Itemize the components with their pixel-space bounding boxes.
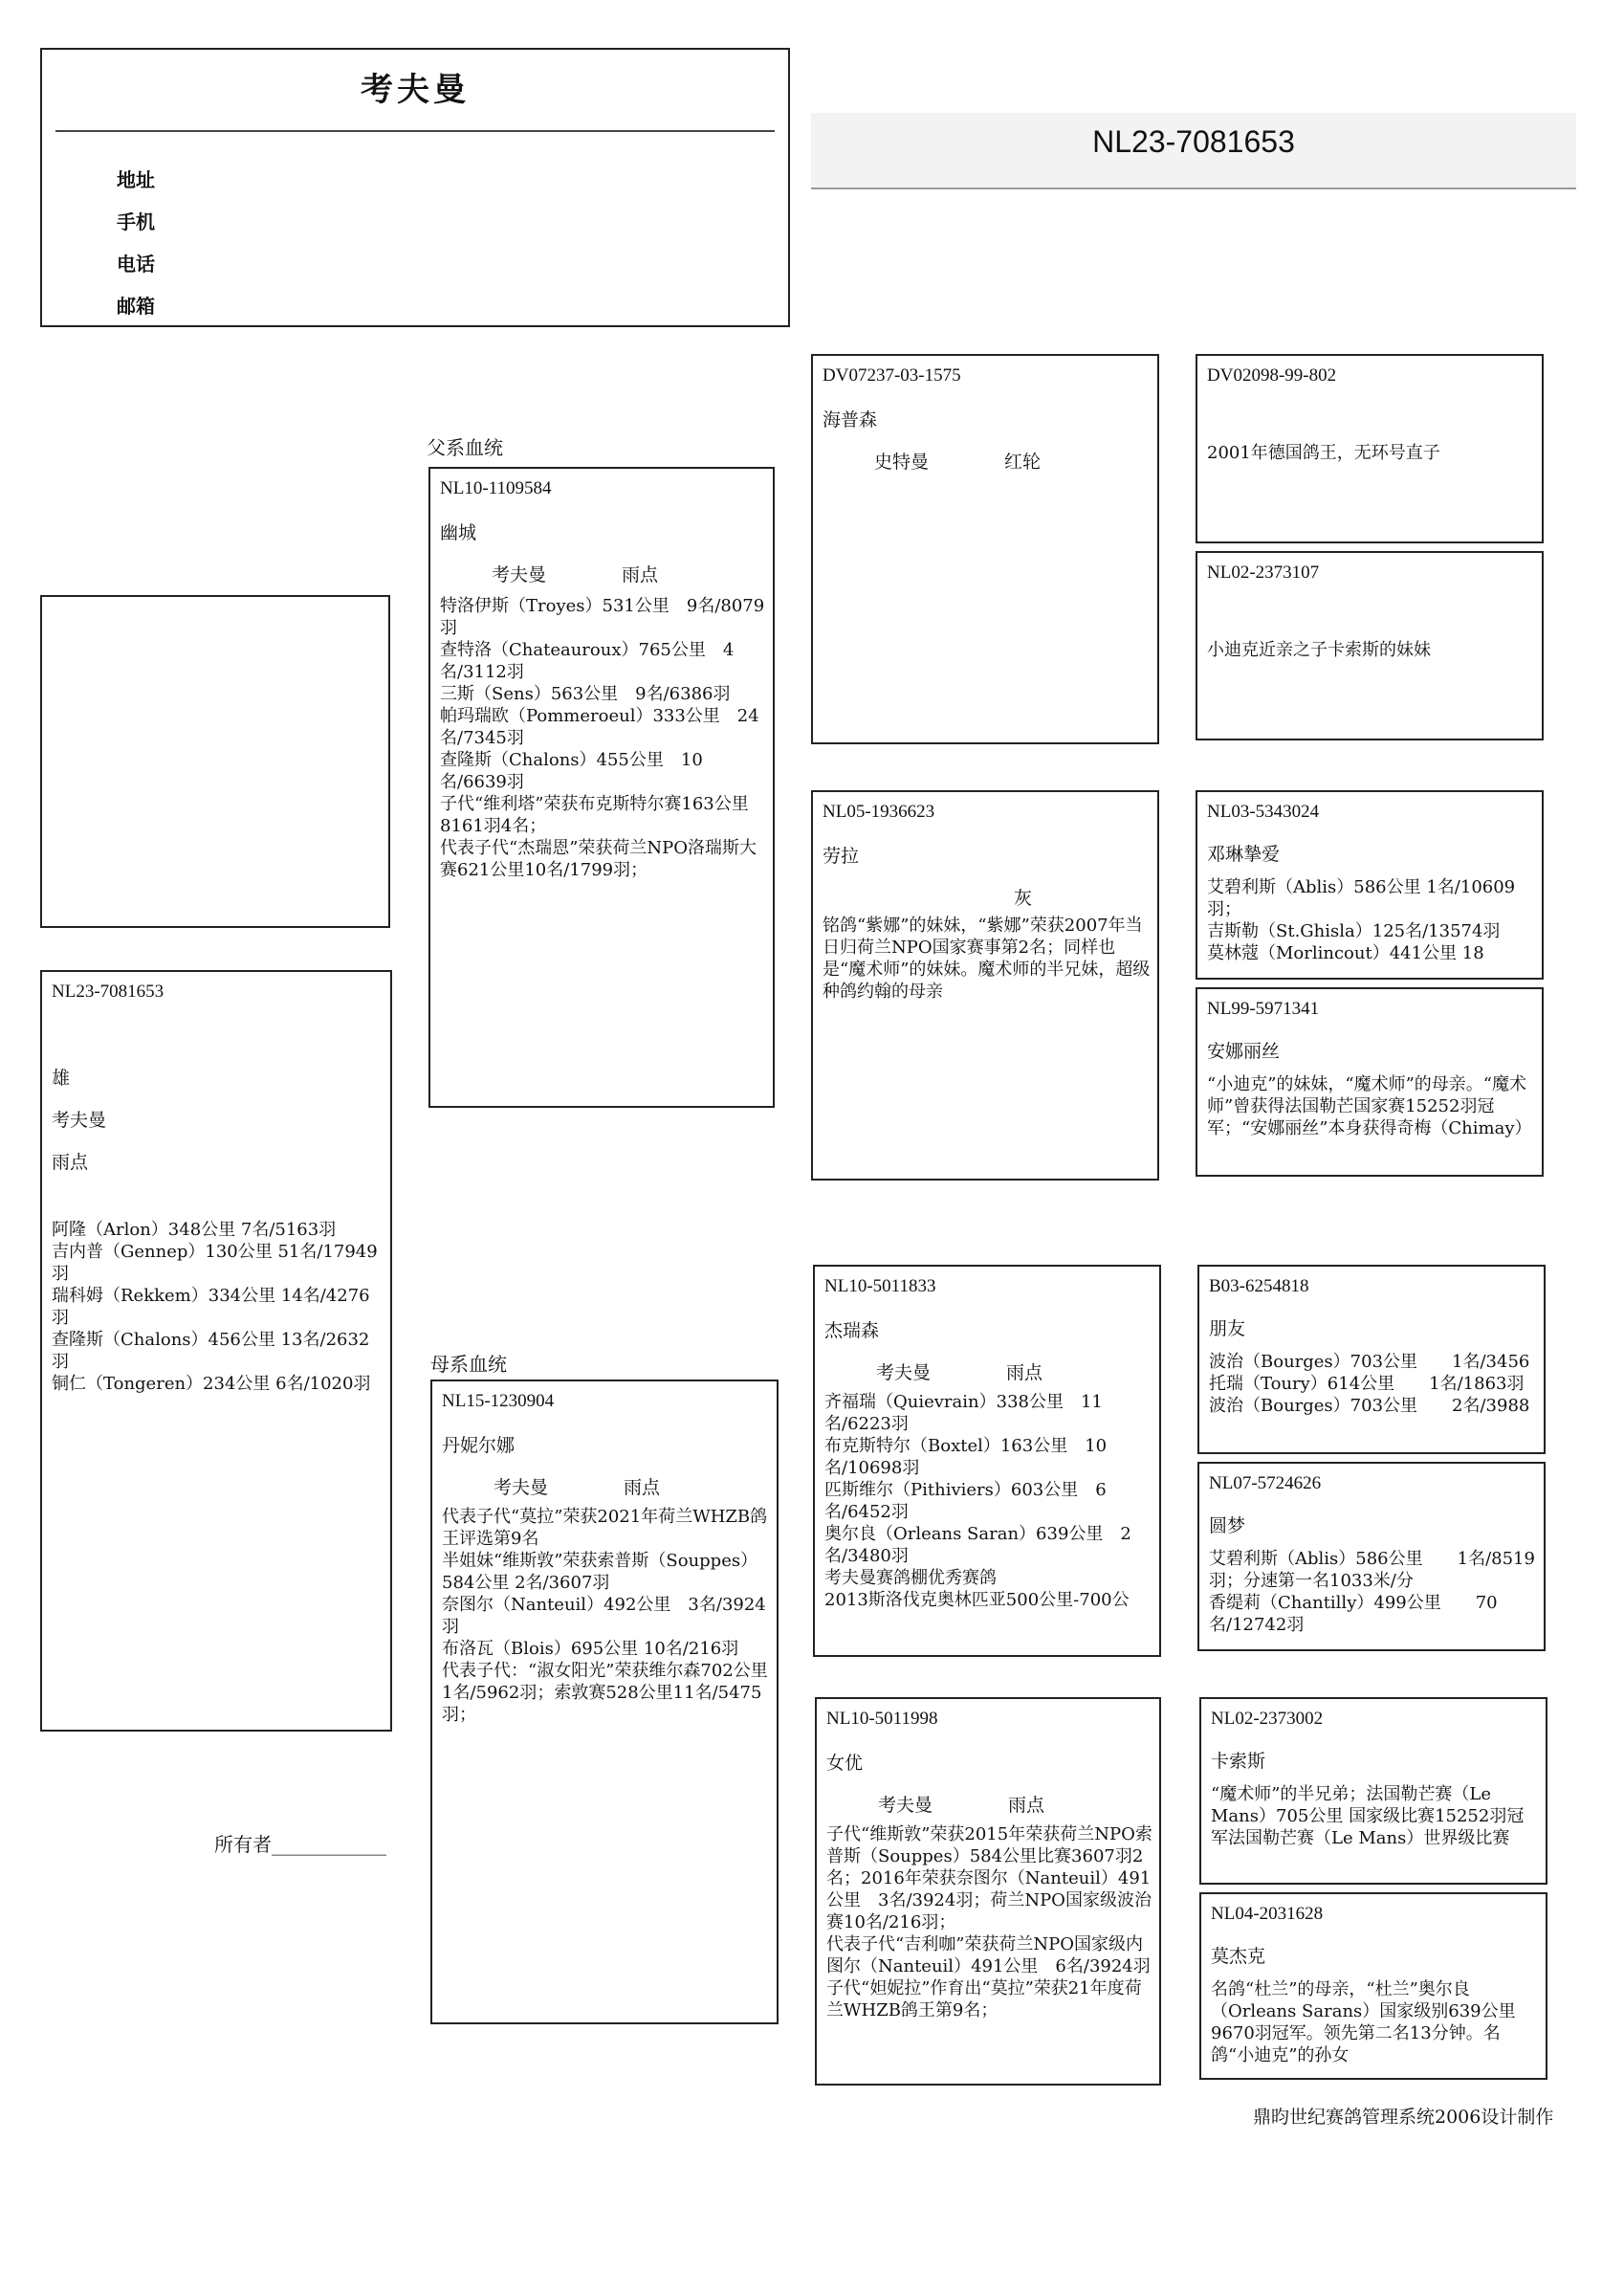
result-line: 代表子代“杰瑞恩”荣获荷兰NPO洛瑞斯大赛621公里10名/1799羽； — [440, 838, 757, 880]
mm-results — [826, 1823, 1153, 2021]
fmf-results — [1207, 876, 1536, 964]
address-label: 地址 — [117, 168, 155, 191]
mother-name: 丹妮尔娜 — [442, 1435, 516, 1456]
mother-breeder: 考夫曼 — [494, 1477, 549, 1498]
mff-card — [1197, 1265, 1546, 1454]
ffm-card — [1196, 551, 1544, 740]
mm-name: 女优 — [826, 1753, 864, 1774]
fmf-ring: NL03-5343024 — [1207, 802, 1320, 822]
result-line: 匹斯维尔（Pithiviers）603公里 6名/6452羽 — [824, 1480, 1107, 1522]
mmm-notes: 名鸽“杜兰”的母亲，“杜兰”奥尔良（Orleans Sarans）国家级别639公里9670羽冠军。领先第二名13分钟。名鸽“小迪克”的孙女 — [1211, 1979, 1516, 2065]
mfm-card — [1197, 1462, 1546, 1651]
mff-results — [1209, 1351, 1538, 1417]
main-breeder: 考夫曼 — [52, 1110, 107, 1131]
fmf-card — [1196, 790, 1544, 980]
fm-color: 灰 — [1014, 888, 1033, 909]
result-line: 阿隆（Arlon）348公里 7名/5163羽 — [52, 1220, 337, 1240]
mfm-results — [1209, 1548, 1538, 1636]
page-title: 考夫曼 — [361, 71, 470, 109]
paternal-label: 父系血统 — [427, 436, 503, 459]
main-sex: 雄 — [52, 1068, 71, 1089]
result-line: 铜仁（Tongeren）234公里 6名/1020羽 — [52, 1374, 371, 1394]
result-line: 子代“妲妮拉”作育出“莫拉”荣获21年度荷兰WHZB鸽王第9名； — [826, 1978, 1142, 2020]
mmm-ring: NL04-2031628 — [1211, 1904, 1324, 1924]
mmf-ring: NL02-2373002 — [1211, 1709, 1324, 1729]
result-line: 考夫曼赛鸽棚优秀赛鸽 — [824, 1568, 997, 1588]
ffm-notes: 小迪克近亲之子卡索斯的妹妹 — [1207, 640, 1431, 660]
mm-card — [815, 1697, 1161, 2086]
result-line: 奈图尔（Nanteuil）492公里 3名/3924羽 — [442, 1595, 766, 1637]
owner-label: 所有者____________ — [214, 1833, 386, 1856]
maternal-label: 母系血统 — [430, 1353, 507, 1376]
mmm-card — [1199, 1892, 1547, 2080]
fff-card — [1196, 354, 1544, 543]
phone-label: 电话 — [117, 253, 155, 276]
result-line: 特洛伊斯（Troyes）531公里 9名/8079羽 — [440, 596, 765, 638]
fmm-card — [1196, 987, 1544, 1177]
father-color: 雨点 — [622, 564, 659, 585]
main-results — [52, 1219, 384, 1395]
fm-ring: NL05-1936623 — [823, 802, 935, 822]
result-line: 莫林蔻（Morlincout）441公里 18 — [1207, 943, 1484, 963]
header-divider — [55, 130, 775, 132]
photo-placeholder — [40, 595, 390, 928]
result-line: 代表子代“莫拉”荣获2021年荷兰WHZB鸽王评选第9名 — [442, 1507, 768, 1549]
result-line: 查隆斯（Chalons）455公里 10名/6639羽 — [440, 750, 703, 792]
result-line: 瑞科姆（Rekkem）334公里 14名/4276羽 — [52, 1286, 370, 1328]
result-line: 2013斯洛伐克奥林匹亚500公里-700公 — [824, 1590, 1130, 1610]
fm-notes: 铭鸽“紫娜”的妹妹，“紫娜”荣获2007年当日归荷兰NPO国家赛事第2名；同样也是“魔术师”的妹妹。魔术师的半兄妹，超级种鸽约翰的母亲 — [823, 916, 1151, 1002]
result-line: 吉内普（Gennep）130公里 51名/17949羽 — [52, 1242, 378, 1284]
mother-card — [430, 1380, 779, 2024]
result-line: 查特洛（Chateauroux）765公里 4名/3112羽 — [440, 640, 735, 682]
mf-ring: NL10-5011833 — [824, 1276, 936, 1296]
result-line: 帕玛瑞欧（Pommeroeul）333公里 24名/7345羽 — [440, 706, 759, 748]
mmf-card — [1199, 1697, 1547, 1885]
mm-color: 雨点 — [1008, 1795, 1045, 1816]
fmm-name: 安娜丽丝 — [1207, 1041, 1281, 1062]
ff-name: 海普森 — [823, 409, 878, 430]
mmf-notes: “魔术师”的半兄弟；法国勒芒赛（Le Mans）705公里 国家级比赛15252羽冠军法国勒芒赛（Le Mans）世界级比赛 — [1211, 1784, 1525, 1848]
ff-ring: DV07237-03-1575 — [823, 365, 961, 386]
father-breeder: 考夫曼 — [492, 564, 547, 585]
mother-results — [442, 1506, 771, 1726]
main-pigeon-card — [40, 970, 392, 1732]
mfm-ring: NL07-5724626 — [1209, 1473, 1322, 1493]
fff-notes: 2001年德国鸽王，无环号直子 — [1207, 443, 1440, 463]
result-line: 托瑞（Toury）614公里 1名/1863羽 — [1209, 1374, 1525, 1394]
result-line: 艾碧利斯（Ablis）586公里 1名/10609羽； — [1207, 877, 1516, 919]
result-line: 子代“维利塔”荣获布克斯特尔赛163公里8161羽4名； — [440, 794, 749, 836]
mf-name: 杰瑞森 — [824, 1320, 880, 1341]
result-line: 波治（Bourges）703公里 2名/3988 — [1209, 1396, 1530, 1416]
result-line: 吉斯勒（St.Ghisla）125名/13574羽 — [1207, 921, 1501, 941]
mff-ring: B03-6254818 — [1209, 1276, 1309, 1296]
result-line: 代表子代：“淑女阳光”荣获维尔森702公里1名/5962羽；索敦赛528公里11名/5475羽； — [442, 1661, 768, 1725]
mm-ring: NL10-5011998 — [826, 1709, 938, 1729]
father-ring: NL10-1109584 — [440, 478, 552, 498]
result-line: 查隆斯（Chalons）456公里 13名/2632羽 — [52, 1330, 370, 1372]
mf-card — [813, 1265, 1161, 1657]
result-line: 布洛瓦（Blois）695公里 10名/216羽 — [442, 1639, 739, 1659]
mmf-name: 卡索斯 — [1211, 1751, 1266, 1772]
result-line: 三斯（Sens）563公里 9名/6386羽 — [440, 684, 731, 704]
result-line: 半姐妹“维斯敦”荣获索普斯（Souppes）584公里 2名/3607羽 — [442, 1551, 758, 1593]
mm-breeder: 考夫曼 — [878, 1795, 933, 1816]
mfm-name: 圆梦 — [1209, 1515, 1246, 1536]
result-line: 代表子代“吉利咖”荣获荷兰NPO国家级内图尔（Nanteuil）491公里 6名/3924羽 — [826, 1934, 1151, 1976]
father-name: 幽城 — [440, 522, 477, 543]
ff-color: 红轮 — [1004, 452, 1042, 473]
ring-banner-text: NL23-7081653 — [1092, 124, 1295, 159]
fm-card — [811, 790, 1159, 1181]
fmm-ring: NL99-5971341 — [1207, 999, 1320, 1019]
ff-breeder: 史特曼 — [874, 452, 930, 473]
ff-card — [811, 354, 1159, 744]
fmf-name: 邓琳摯爱 — [1207, 844, 1281, 865]
mf-results — [824, 1391, 1153, 1611]
result-line: 香缇莉（Chantilly）499公里 70名/12742羽 — [1209, 1593, 1498, 1635]
result-line: 子代“维斯敦”荣获2015年荣获荷兰NPO索普斯（Souppes）584公里比赛3607羽2名；2016年荣获奈图尔（Nanteuil）491公里 3名/3924羽；荷兰NPO国家级波治赛10名/216羽； — [826, 1824, 1152, 1932]
email-label: 邮箱 — [117, 295, 155, 318]
ffm-ring: NL02-2373107 — [1207, 563, 1320, 583]
main-ring: NL23-7081653 — [52, 982, 165, 1002]
mff-name: 朋友 — [1209, 1318, 1246, 1339]
result-line: 奥尔良（Orleans Saran）639公里 2名/3480羽 — [824, 1524, 1131, 1566]
mother-ring: NL15-1230904 — [442, 1391, 555, 1411]
ring-banner — [811, 113, 1576, 189]
father-results — [440, 595, 767, 881]
result-line: 波治（Bourges）703公里 1名/3456 — [1209, 1352, 1530, 1372]
mf-color: 雨点 — [1006, 1362, 1043, 1383]
result-line: 布克斯特尔（Boxtel）163公里 10名/10698羽 — [824, 1436, 1108, 1478]
father-card — [428, 467, 775, 1108]
mobile-label: 手机 — [117, 210, 155, 233]
result-line: 艾碧利斯（Ablis）586公里 1名/8519羽；分速第一名1033米/分 — [1209, 1549, 1535, 1591]
fmm-notes: “小迪克”的妹妹，“魔术师”的母亲。“魔术师”曾获得法国勒芒国家赛15252羽冠军；“安娜丽丝”本身获得奇梅（Chimay） — [1207, 1074, 1532, 1138]
fm-name: 劳拉 — [823, 846, 860, 867]
footer-credit: 鼎昀世纪赛鸽管理系统2006设计制作 — [1253, 2107, 1554, 2128]
main-color: 雨点 — [52, 1152, 89, 1173]
fff-ring: DV02098-99-802 — [1207, 365, 1337, 386]
mf-breeder: 考夫曼 — [876, 1362, 932, 1383]
result-line: 齐福瑞（Quievrain）338公里 11名/6223羽 — [824, 1392, 1103, 1434]
header-box — [40, 48, 790, 327]
mmm-name: 莫杰克 — [1211, 1946, 1266, 1967]
mother-color: 雨点 — [624, 1477, 661, 1498]
